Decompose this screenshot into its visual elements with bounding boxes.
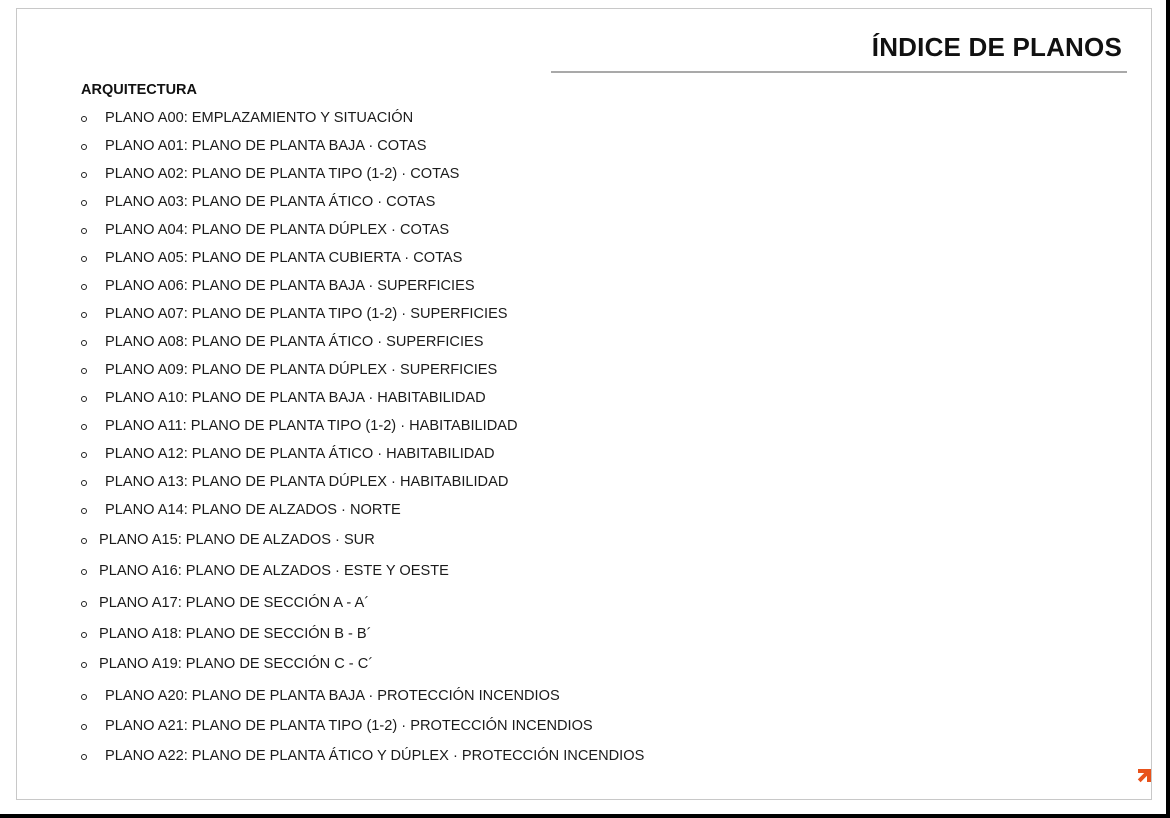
bullet-icon [81, 424, 87, 430]
bullet-icon [81, 396, 87, 402]
plan-label: PLANO A12: PLANO DE PLANTA ÁTICO · HABITABILIDAD [105, 446, 495, 462]
bullet-icon [81, 754, 87, 760]
plan-label: PLANO A11: PLANO DE PLANTA TIPO (1-2) · HABITABILIDAD [105, 418, 518, 434]
bullet-icon [81, 340, 87, 346]
plan-label: PLANO A20: PLANO DE PLANTA BAJA · PROTECCIÓN INCENDIOS [105, 688, 560, 704]
plan-label: PLANO A01: PLANO DE PLANTA BAJA · COTAS [105, 138, 427, 154]
plan-label: PLANO A08: PLANO DE PLANTA ÁTICO · SUPERFICIES [105, 334, 484, 350]
bullet-icon [81, 368, 87, 374]
bullet-icon [81, 601, 87, 607]
plan-label: PLANO A05: PLANO DE PLANTA CUBIERTA · COTAS [105, 250, 463, 266]
plan-label: PLANO A22: PLANO DE PLANTA ÁTICO Y DÚPLEX · PROTECCIÓN INCENDIOS [105, 748, 645, 764]
bullet-icon [81, 569, 87, 575]
bullet-icon [81, 172, 87, 178]
plan-label: PLANO A17: PLANO DE SECCIÓN A - A´ [99, 595, 370, 611]
plan-label: PLANO A19: PLANO DE SECCIÓN C - C´ [99, 656, 374, 672]
title-underline [551, 71, 1127, 73]
bullet-icon [81, 284, 87, 290]
bullet-icon [81, 256, 87, 262]
plan-label: PLANO A00: EMPLAZAMIENTO Y SITUACIÓN [105, 110, 414, 126]
section-heading: ARQUITECTURA [81, 82, 197, 98]
bullet-icon [81, 452, 87, 458]
plan-label: PLANO A09: PLANO DE PLANTA DÚPLEX · SUPERFICIES [105, 362, 498, 378]
plan-label: PLANO A15: PLANO DE ALZADOS · SUR [99, 532, 375, 548]
plan-label: PLANO A06: PLANO DE PLANTA BAJA · SUPERFICIES [105, 278, 475, 294]
plan-label: PLANO A21: PLANO DE PLANTA TIPO (1-2) · PROTECCIÓN INCENDIOS [105, 718, 593, 734]
plan-label: PLANO A02: PLANO DE PLANTA TIPO (1-2) · COTAS [105, 166, 460, 182]
bullet-icon [81, 144, 87, 150]
plan-label: PLANO A07: PLANO DE PLANTA TIPO (1-2) · SUPERFICIES [105, 306, 508, 322]
plan-label: PLANO A16: PLANO DE ALZADOS · ESTE Y OESTE [99, 563, 449, 579]
bullet-icon [81, 116, 87, 122]
bullet-icon [81, 200, 87, 206]
bullet-icon [81, 662, 87, 668]
plan-label: PLANO A18: PLANO DE SECCIÓN B - B´ [99, 626, 372, 642]
bullet-icon [81, 508, 87, 514]
bullet-icon [81, 228, 87, 234]
page-title: ÍNDICE DE PLANOS [871, 32, 1122, 62]
bullet-icon [81, 694, 87, 700]
plan-label: PLANO A10: PLANO DE PLANTA BAJA · HABITABILIDAD [105, 390, 486, 406]
bullet-icon [81, 312, 87, 318]
plan-label: PLANO A04: PLANO DE PLANTA DÚPLEX · COTAS [105, 222, 450, 238]
bullet-icon [81, 480, 87, 486]
plan-label: PLANO A14: PLANO DE ALZADOS · NORTE [105, 502, 401, 518]
plan-label: PLANO A03: PLANO DE PLANTA ÁTICO · COTAS [105, 194, 436, 210]
plan-label: PLANO A13: PLANO DE PLANTA DÚPLEX · HABITABILIDAD [105, 474, 509, 490]
bullet-icon [81, 538, 87, 544]
bullet-icon [81, 724, 87, 730]
diagonal-arrow-icon[interactable] [1136, 767, 1153, 784]
bullet-icon [81, 632, 87, 638]
